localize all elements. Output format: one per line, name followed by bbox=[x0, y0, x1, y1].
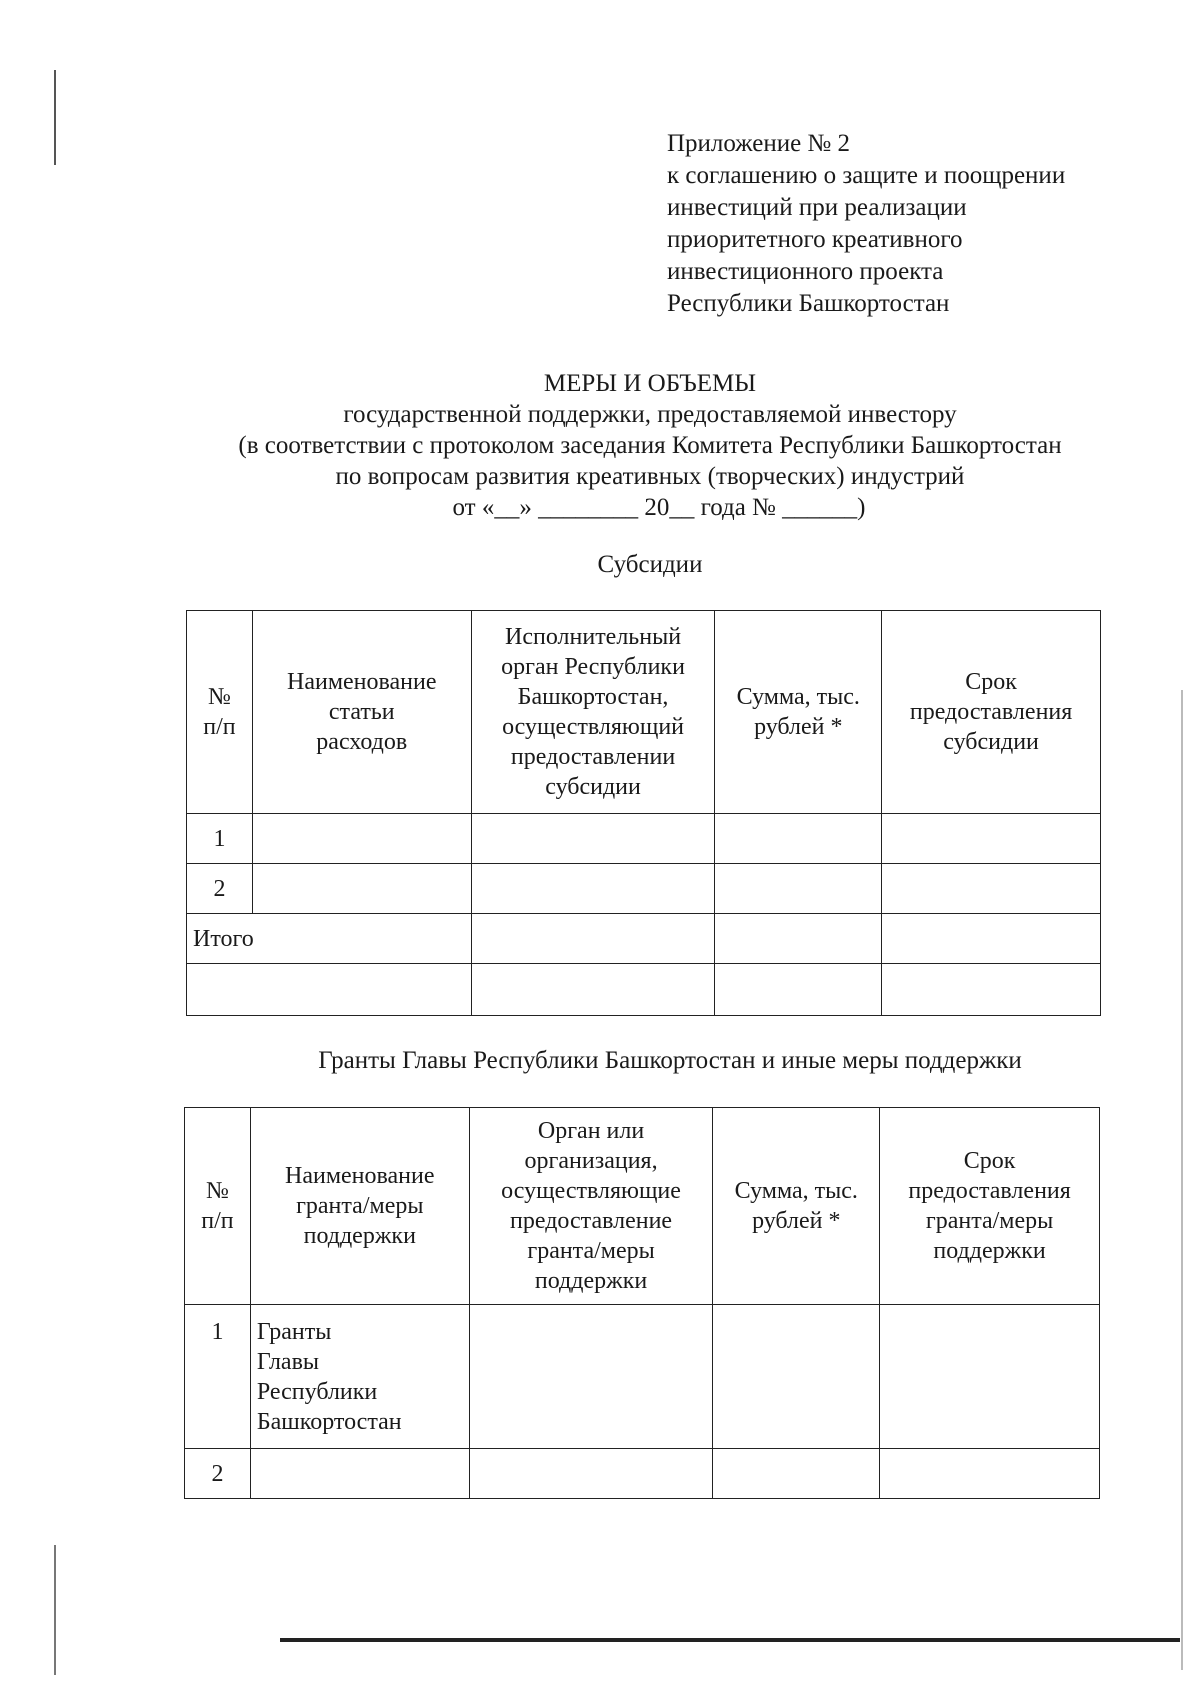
scan-artifact-line bbox=[280, 1638, 1180, 1642]
table-row bbox=[187, 864, 1101, 914]
table-row bbox=[187, 814, 1101, 864]
table-row-total bbox=[187, 914, 1101, 964]
empty-cell bbox=[471, 914, 715, 964]
title-line: по вопросам развития креативных (творческих) индустрий bbox=[335, 463, 965, 490]
subsidies-table bbox=[186, 610, 1101, 1016]
empty-cell bbox=[252, 814, 471, 864]
empty-cell bbox=[880, 1449, 1100, 1499]
table-row bbox=[187, 964, 1101, 1016]
title-line: государственной поддержки, предоставляемой инвестору bbox=[343, 401, 957, 428]
header-term: Срок предоставления гранта/меры поддержки bbox=[880, 1108, 1100, 1305]
appendix-line: к соглашению о защите и поощрении bbox=[667, 162, 1066, 189]
header-sum: Сумма, тыс. рублей * bbox=[713, 1108, 880, 1305]
empty-cell bbox=[713, 1305, 880, 1449]
empty-cell bbox=[882, 864, 1101, 914]
table-row bbox=[185, 1449, 1100, 1499]
appendix-line: приоритетного креативного bbox=[667, 226, 963, 253]
empty-cell bbox=[471, 864, 715, 914]
grant-name: Гранты Главы Республики Башкортостан bbox=[250, 1305, 469, 1449]
row-num: 1 bbox=[185, 1305, 251, 1449]
scan-artifact-line bbox=[54, 1545, 56, 1675]
empty-cell bbox=[471, 814, 715, 864]
title-line: (в соответствии с протоколом заседания Комитета Республики Башкортостан bbox=[238, 432, 1062, 459]
row-num: 2 bbox=[187, 864, 253, 914]
row-num: 1 bbox=[187, 814, 253, 864]
subsidies-caption: Субсидии bbox=[597, 551, 703, 578]
header-name: Наименование гранта/меры поддержки bbox=[250, 1108, 469, 1305]
appendix-line: инвестиций при реализации bbox=[667, 194, 967, 221]
header-organ: Исполнительный орган Республики Башкортостан, осуществляющий предоставлении субсидии bbox=[471, 611, 715, 814]
total-label: Итого bbox=[187, 914, 472, 964]
empty-cell bbox=[187, 964, 472, 1016]
empty-cell bbox=[715, 964, 882, 1016]
document-title bbox=[130, 368, 1170, 523]
empty-cell bbox=[715, 814, 882, 864]
header-name: Наименование статьи расходов bbox=[252, 611, 471, 814]
empty-cell bbox=[471, 964, 715, 1016]
header-organ: Орган или организация, осуществляющие предоставление гранта/меры поддержки bbox=[469, 1108, 713, 1305]
empty-cell bbox=[715, 914, 882, 964]
empty-cell bbox=[250, 1449, 469, 1499]
scan-artifact-line bbox=[1181, 690, 1183, 1670]
appendix-header bbox=[667, 128, 1065, 320]
empty-cell bbox=[880, 1305, 1100, 1449]
empty-cell bbox=[882, 964, 1101, 1016]
table-row bbox=[185, 1305, 1100, 1449]
empty-cell bbox=[252, 864, 471, 914]
empty-cell bbox=[469, 1449, 713, 1499]
header-num: № п/п bbox=[187, 611, 253, 814]
appendix-number: Приложение № 2 bbox=[667, 130, 851, 157]
title-heading: МЕРЫ И ОБЪЕМЫ bbox=[543, 370, 757, 397]
empty-cell bbox=[469, 1305, 713, 1449]
header-term: Срок предоставления субсидии bbox=[882, 611, 1101, 814]
table-header-row bbox=[187, 611, 1101, 814]
appendix-line: Республики Башкортостан bbox=[667, 290, 950, 317]
grants-table bbox=[184, 1107, 1100, 1499]
appendix-line: инвестиционного проекта bbox=[667, 258, 944, 285]
header-num: № п/п bbox=[185, 1108, 251, 1305]
header-sum: Сумма, тыс. рублей * bbox=[715, 611, 882, 814]
row-num: 2 bbox=[185, 1449, 251, 1499]
grants-caption: Гранты Главы Республики Башкортостан и иные меры поддержки bbox=[318, 1047, 1022, 1074]
empty-cell bbox=[713, 1449, 880, 1499]
empty-cell bbox=[882, 914, 1101, 964]
scan-artifact-line bbox=[54, 70, 56, 165]
table-header-row bbox=[185, 1108, 1100, 1305]
title-date-line: от «__» ________ 20__ года № ______) bbox=[452, 494, 866, 521]
empty-cell bbox=[882, 814, 1101, 864]
empty-cell bbox=[715, 864, 882, 914]
